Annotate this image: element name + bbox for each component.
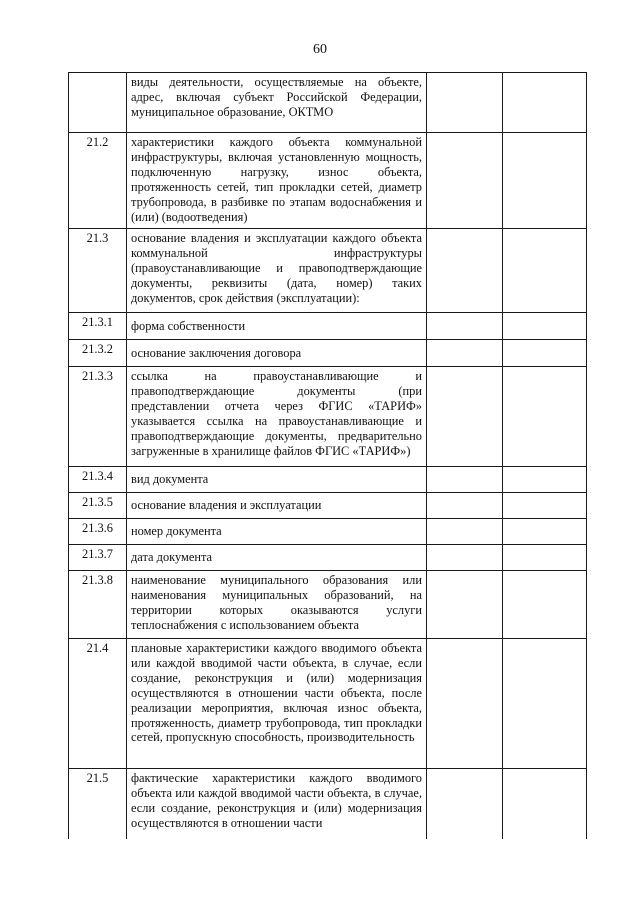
value-cell: [503, 367, 587, 467]
value-cell: [427, 73, 503, 133]
value-cell: [503, 313, 587, 340]
value-cell: [503, 133, 587, 229]
value-cell: [503, 639, 587, 769]
row-description: ссылка на правоустанавливающие и правоподтверждающие документы (при представлении отчета через ФГИС «ТАРИФ» указывается ссылка на правоустанавливающие и правоподтверждающие документы, предварительно загруженные в хранилище файлов ФГИС «ТАРИФ»): [127, 367, 427, 467]
row-description: вид документа: [127, 467, 427, 493]
value-cell: [503, 519, 587, 545]
value-cell: [503, 340, 587, 367]
table-row: [69, 340, 587, 367]
row-description: основание заключения договора: [127, 340, 427, 367]
page-number: 60: [313, 42, 327, 57]
table-row: [69, 367, 587, 467]
row-description: форма собственности: [127, 313, 427, 340]
value-cell: [503, 467, 587, 493]
row-number: 21.3.5: [69, 493, 127, 519]
row-description: фактические характеристики каждого вводимого объекта или каждой вводимой части объекта, в случае, если создание, реконструкция и (или) модернизация осуществляются в отношении части: [127, 769, 427, 839]
row-number: 21.3.8: [69, 571, 127, 639]
value-cell: [427, 467, 503, 493]
value-cell: [427, 133, 503, 229]
row-number: 21.2: [69, 133, 127, 229]
value-cell: [427, 493, 503, 519]
row-number: 21.3.4: [69, 467, 127, 493]
row-number: [69, 73, 127, 133]
value-cell: [503, 229, 587, 313]
table-row: [69, 639, 587, 769]
row-description: наименование муниципального образования или наименования муниципальных образований, на территории которых оказываются услуги теплоснабжения с использованием объекта: [127, 571, 427, 639]
value-cell: [427, 340, 503, 367]
value-cell: [427, 313, 503, 340]
row-number: 21.4: [69, 639, 127, 769]
row-number: 21.3: [69, 229, 127, 313]
table-row: [69, 545, 587, 571]
value-cell: [427, 639, 503, 769]
row-number: 21.3.7: [69, 545, 127, 571]
value-cell: [427, 571, 503, 639]
row-number: 21.3.1: [69, 313, 127, 340]
value-cell: [427, 769, 503, 839]
value-cell: [503, 769, 587, 839]
row-description: номер документа: [127, 519, 427, 545]
value-cell: [427, 229, 503, 313]
value-cell: [503, 493, 587, 519]
row-description: плановые характеристики каждого вводимого объекта или каждой вводимой части объекта, в случае, если создание, реконструкция и (или) модернизация осуществляются в отношении части объекта, после реализации мероприятия, включая износ объекта, протяженность, диаметр трубопровода, тип прокладки сетей, пропускную способность, производительность: [127, 639, 427, 769]
table-row: [69, 73, 587, 133]
row-description: характеристики каждого объекта коммунальной инфраструктуры, включая установленную мощность, подключенную нагрузку, износ объекта, протяженность сетей, тип прокладки сетей, диаметр трубопровода, в разбивке по этапам водоснабжения и (или) (водоотведения): [127, 133, 427, 229]
table-row: [69, 769, 587, 839]
value-cell: [503, 571, 587, 639]
value-cell: [427, 545, 503, 571]
table-row: [69, 519, 587, 545]
value-cell: [427, 519, 503, 545]
row-description: виды деятельности, осуществляемые на объекте, адрес, включая субъект Российской Федерации, муниципальное образование, ОКТМО: [127, 73, 427, 133]
table-row: [69, 493, 587, 519]
table-row: [69, 571, 587, 639]
row-number: 21.5: [69, 769, 127, 839]
row-description: основание владения и эксплуатации: [127, 493, 427, 519]
table-row: [69, 467, 587, 493]
value-cell: [503, 545, 587, 571]
row-number: 21.3.2: [69, 340, 127, 367]
value-cell: [503, 73, 587, 133]
requirements-table: [68, 72, 587, 839]
row-description: основание владения и эксплуатации каждого объекта коммунальной инфраструктуры (правоустанавливающие и правоподтверждающие документы, реквизиты (дата, номер) таких документов, срок действия (эксплуатации):: [127, 229, 427, 313]
table-row: [69, 133, 587, 229]
row-number: 21.3.3: [69, 367, 127, 467]
table-row: [69, 313, 587, 340]
table-row: [69, 229, 587, 313]
row-number: 21.3.6: [69, 519, 127, 545]
value-cell: [427, 367, 503, 467]
row-description: дата документа: [127, 545, 427, 571]
